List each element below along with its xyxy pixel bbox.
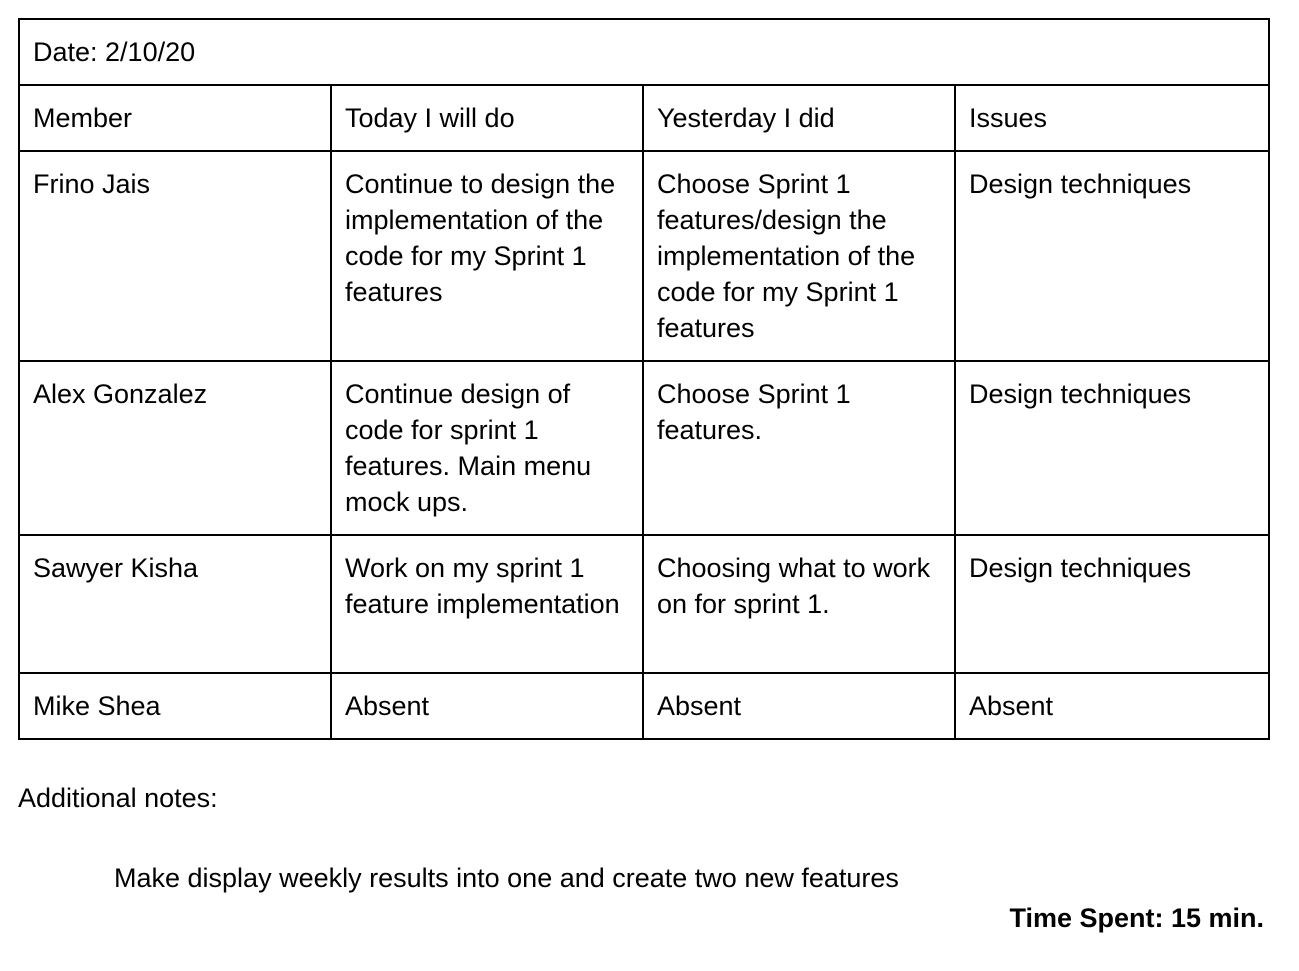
today-cell: Continue design of code for sprint 1 features. Main menu mock ups.	[331, 361, 643, 535]
table-row	[19, 673, 1269, 739]
additional-notes-label: Additional notes:	[18, 783, 218, 813]
member-cell: Alex Gonzalez	[19, 361, 331, 535]
header-today: Today I will do	[331, 85, 643, 151]
issues-cell: Design techniques	[955, 535, 1269, 673]
issues-cell: Absent	[955, 673, 1269, 739]
today-cell: Continue to design the implementation of the code for my Sprint 1 features	[331, 151, 643, 361]
header-row	[19, 85, 1269, 151]
table-row	[19, 361, 1269, 535]
yesterday-cell: Choose Sprint 1 features/design the implementation of the code for my Sprint 1 features	[643, 151, 955, 361]
yesterday-cell: Choose Sprint 1 features.	[643, 361, 955, 535]
table-row	[19, 151, 1269, 361]
additional-notes-text: Make display weekly results into one and create two new features	[114, 863, 899, 893]
date-row	[19, 19, 1269, 85]
header-member: Member	[19, 85, 331, 151]
member-cell: Frino Jais	[19, 151, 331, 361]
today-cell: Work on my sprint 1 feature implementation	[331, 535, 643, 673]
time-spent: Time Spent: 15 min.	[1009, 903, 1264, 933]
yesterday-cell: Absent	[643, 673, 955, 739]
today-cell: Absent	[331, 673, 643, 739]
table-row	[19, 535, 1269, 673]
date-cell: Date: 2/10/20	[19, 19, 1269, 85]
issues-cell: Design techniques	[955, 151, 1269, 361]
yesterday-cell: Choosing what to work on for sprint 1.	[643, 535, 955, 673]
member-cell: Mike Shea	[19, 673, 331, 739]
header-yesterday: Yesterday I did	[643, 85, 955, 151]
header-issues: Issues	[955, 85, 1269, 151]
issues-cell: Design techniques	[955, 361, 1269, 535]
member-cell: Sawyer Kisha	[19, 535, 331, 673]
standup-table	[18, 18, 1270, 740]
